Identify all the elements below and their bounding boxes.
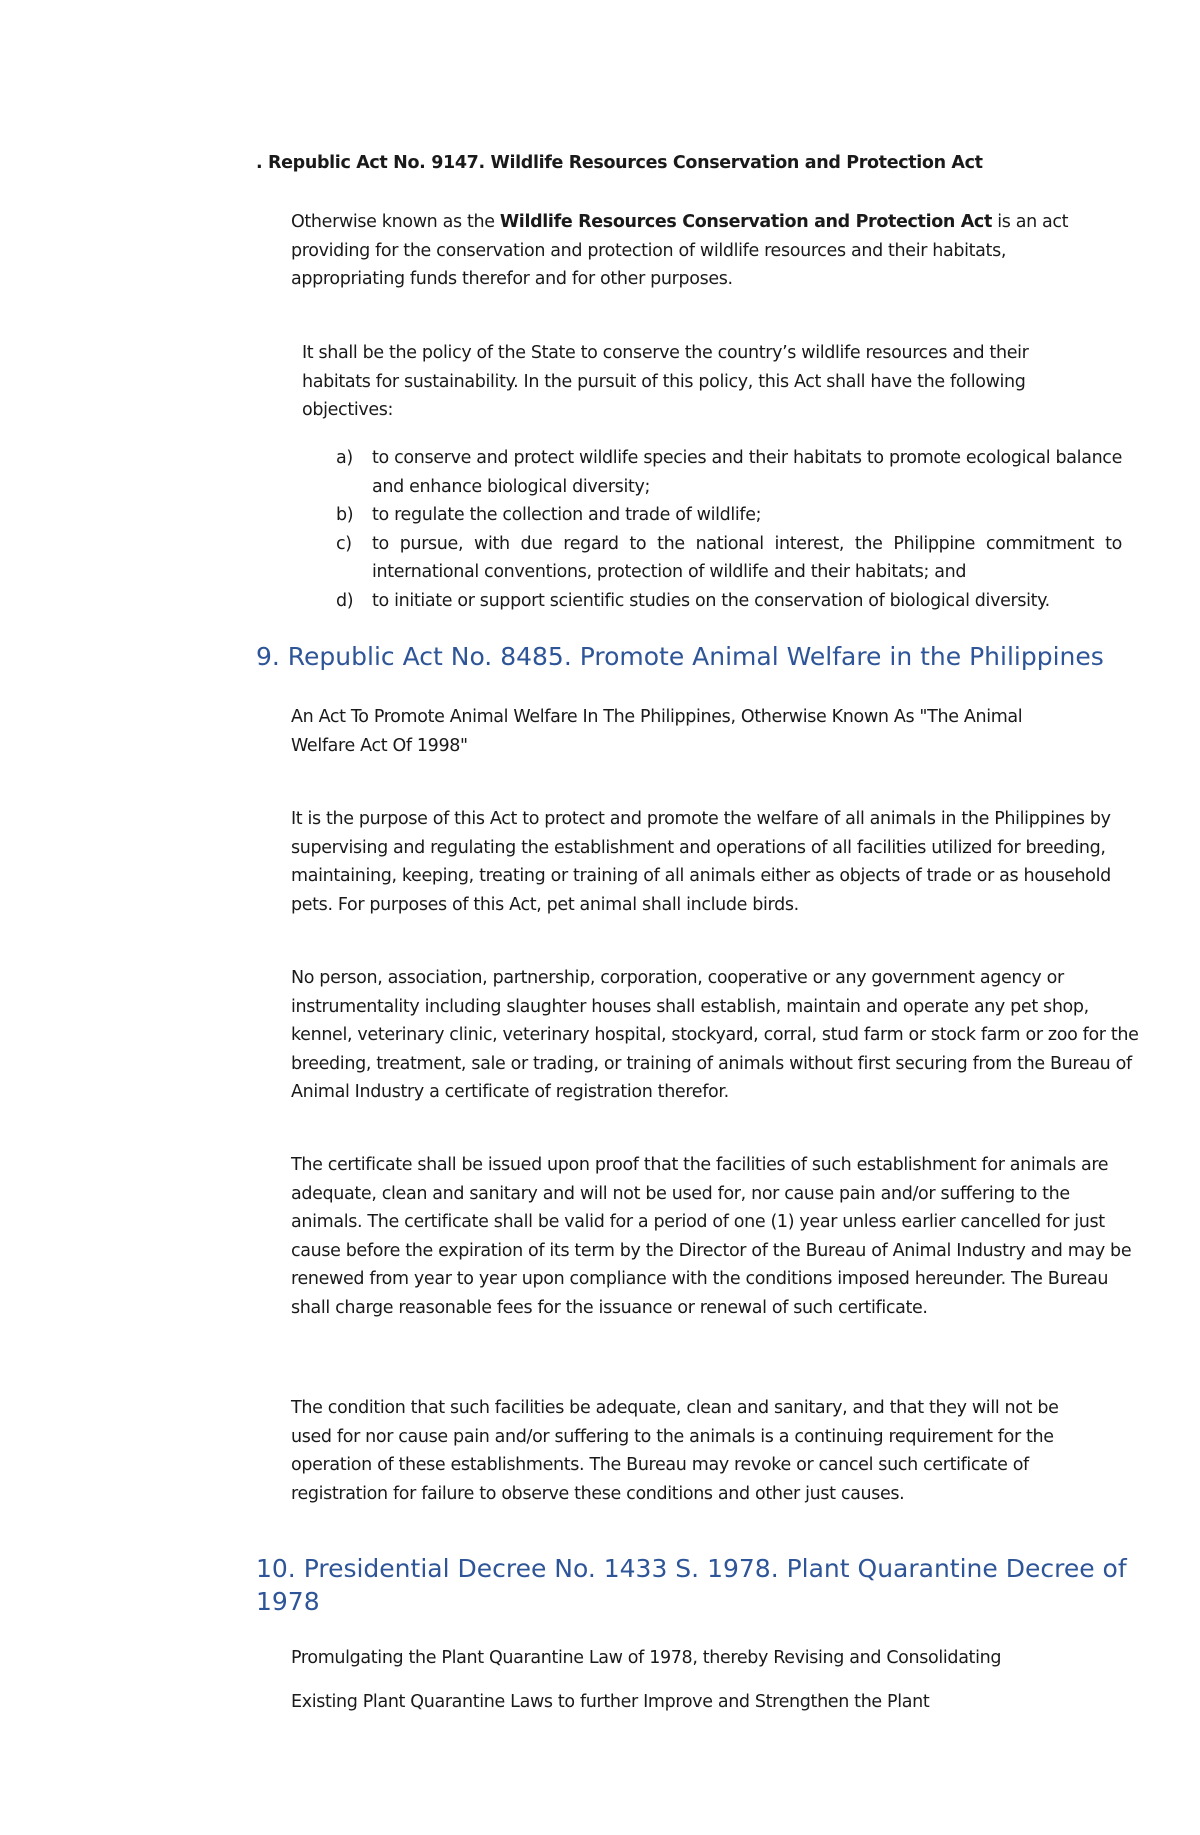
section-10-line-2: Existing Plant Quarantine Laws to further Improve and Strengthen the Plant [291,1692,930,1712]
section-9-heading: 9. Republic Act No. 8485. Promote Animal Welfare in the Philippines [256,642,1104,671]
intro-suffix: is an act providing for the conservation and protection of wildlife resources and their habitats, appropriating funds therefor and for other purposes. [291,212,1069,289]
intro-act-name: Wildlife Resources Conservation and Protection Act [499,212,992,232]
objective-text: to regulate the collection and trade of wildlife; [372,505,762,525]
objective-item [302,530,1122,587]
section-9-paragraph-3: No person, association, partnership, corporation, cooperative or any government agency or instrumentality including slaughter houses shall establish, maintain and operate any pet shop, kennel, veterinary clinic, veterinary hospital, stockyard, corral, stud farm or stock farm or zoo for the breeding, treatment, sale or trading, or training of animals without first securing from the Bureau of Animal Industry a certificate of registration therefor. [291,968,1139,1102]
objective-text: to conserve and protect wildlife species and their habitats to promote ecological balance and enhance biological diversity; [372,448,1122,497]
section-9-paragraph-1: An Act To Promote Animal Welfare In The Philippines, Otherwise Known As "The Animal Welfare Act Of 1998" [291,707,1023,756]
section-8-title: . Republic Act No. 9147. Wildlife Resources Conservation and Protection Act [256,153,983,173]
objective-item [302,444,1122,501]
objectives-list [302,444,1122,615]
section-9-paragraph-2: It is the purpose of this Act to protect and promote the welfare of all animals in the Philippines by supervising and regulating the establishment and operations of all facilities utilized for breeding, maintaining, keeping, treating or training of all animals either as objects of trade or as household pets. For purposes of this Act, pet animal shall include birds. [291,809,1111,915]
intro-prefix: Otherwise known as the [291,212,500,232]
section-8-intro [291,208,1071,294]
section-10-heading: 10. Presidential Decree No. 1433 S. 1978. Plant Quarantine Decree of 1978 [256,1554,1127,1616]
section-10-line-1: Promulgating the Plant Quarantine Law of 1978, thereby Revising and Consolidating [291,1648,1002,1668]
objective-text: to initiate or support scientific studies on the conservation of biological diversity. [372,590,1050,611]
section-8-policy: It shall be the policy of the State to conserve the country’s wildlife resources and their habitats for sustainability. In the pursuit of this policy, this Act shall have the following objectives: [302,343,1029,420]
objective-marker: c) [336,533,352,554]
objective-marker: b) [336,505,354,525]
section-9-paragraph-5: The condition that such facilities be adequate, clean and sanitary, and that they will not be used for nor cause pain and/or suffering to the animals is a continuing requirement for the operation of these establishments. The Bureau may revoke or cancel such certificate of registration for failure to observe these conditions and other just causes. [291,1398,1059,1504]
objective-item [302,501,1122,530]
objective-marker: d) [336,590,354,611]
section-9-paragraph-4: The certificate shall be issued upon proof that the facilities of such establishment for animals are adequate, clean and sanitary and will not be used for, nor cause pain and/or suffering to the animals. The certificate shall be valid for a period of one (1) year unless earlier cancelled for just cause before the expiration of its term by the Director of the Bureau of Animal Industry and may be renewed from year to year upon compliance with the conditions imposed hereunder. The Bureau shall charge reasonable fees for the issuance or renewal of such certificate. [291,1155,1132,1318]
objective-marker: a) [336,448,353,468]
objective-text: to pursue, with due regard to the national interest, the Philippine commitment to international conventions, protection of wildlife and their habitats; and [372,533,1122,582]
objective-item [302,587,1122,616]
